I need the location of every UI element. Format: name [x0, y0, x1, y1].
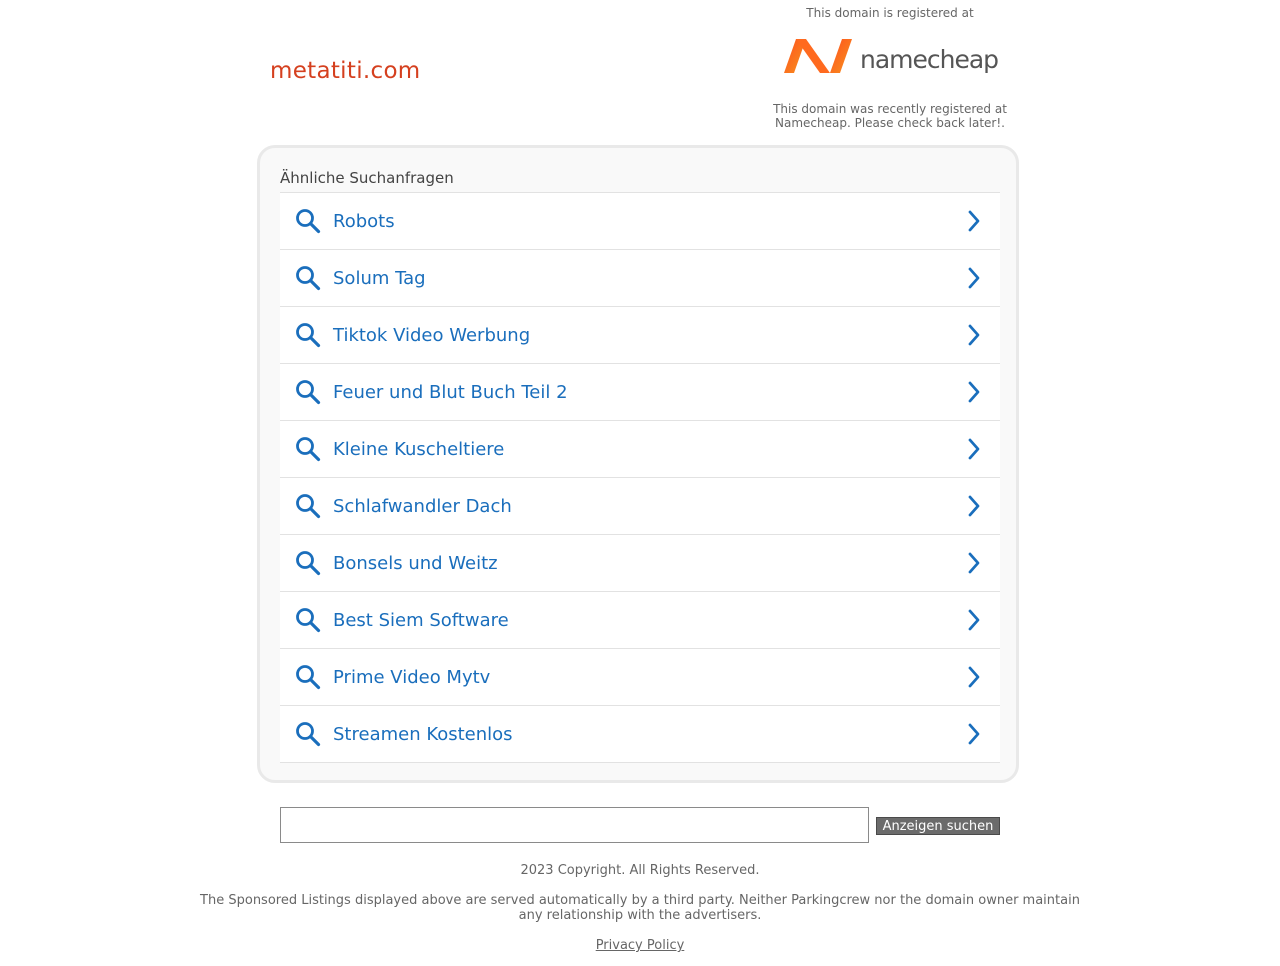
search-icon [295, 607, 321, 633]
search-icon [295, 436, 321, 462]
search-icon [295, 550, 321, 576]
search-icon [295, 208, 321, 234]
search-icon [295, 493, 321, 519]
search-icon [295, 664, 321, 690]
related-search-item[interactable] [280, 307, 1000, 364]
domain-title: metatiti.com [270, 58, 421, 84]
namecheap-wordmark: namecheap [859, 44, 999, 74]
chevron-right-icon [965, 267, 983, 289]
related-search-item[interactable] [280, 535, 1000, 592]
related-search-item[interactable] [280, 592, 1000, 649]
related-search-label[interactable]: Prime Video Mytv [333, 666, 491, 688]
related-search-label[interactable]: Schlafwandler Dach [333, 495, 512, 517]
chevron-right-icon [965, 495, 983, 517]
search-icon [295, 721, 321, 747]
related-search-item[interactable] [280, 250, 1000, 307]
chevron-right-icon [965, 723, 983, 745]
privacy-policy-link[interactable]: Privacy Policy [595, 938, 685, 953]
related-search-item[interactable] [280, 706, 1000, 763]
privacy-footer [0, 938, 1280, 953]
related-search-item[interactable] [280, 364, 1000, 421]
disclaimer-text: The Sponsored Listings displayed above are served automatically by a third party. Neither Parkingcrew nor the domain owner maintain any relationship with the advertisers. [200, 893, 1080, 923]
related-searches [280, 165, 1000, 763]
namecheap-logo[interactable] [760, 32, 1020, 80]
related-search-label[interactable]: Robots [333, 210, 395, 232]
chevron-right-icon [965, 324, 983, 346]
chevron-right-icon [965, 609, 983, 631]
chevron-right-icon [965, 210, 983, 232]
chevron-right-icon [965, 552, 983, 574]
related-search-label[interactable]: Kleine Kuscheltiere [333, 438, 505, 460]
related-search-label[interactable]: Tiktok Video Werbung [333, 324, 531, 346]
registered-at-text: This domain is registered at [806, 6, 974, 20]
namecheap-mark-icon [782, 36, 854, 76]
related-search-label[interactable]: Best Siem Software [333, 609, 509, 631]
copyright-text: 2023 Copyright. All Rights Reserved. [520, 863, 760, 878]
related-search-label[interactable]: Feuer und Blut Buch Teil 2 [333, 381, 568, 403]
registrar-note: This domain was recently registered at Namecheap. Please check back later!. [773, 102, 1007, 130]
search-bar [280, 807, 1000, 843]
related-searches-list [280, 192, 1000, 763]
chevron-right-icon [965, 381, 983, 403]
related-search-item[interactable] [280, 421, 1000, 478]
related-search-item[interactable] [280, 649, 1000, 706]
search-input[interactable] [280, 807, 869, 843]
search-icon [295, 265, 321, 291]
related-search-label[interactable]: Bonsels und Weitz [333, 552, 498, 574]
chevron-right-icon [965, 438, 983, 460]
related-search-item[interactable] [280, 478, 1000, 535]
related-search-item[interactable] [280, 193, 1000, 250]
search-ads-button[interactable]: Anzeigen suchen [876, 817, 1000, 835]
chevron-right-icon [965, 666, 983, 688]
related-search-label[interactable]: Streamen Kostenlos [333, 723, 513, 745]
search-icon [295, 322, 321, 348]
related-searches-title: Ähnliche Suchanfragen [280, 169, 454, 187]
registrar-panel [760, 6, 1020, 130]
related-search-label[interactable]: Solum Tag [333, 267, 426, 289]
search-icon [295, 379, 321, 405]
